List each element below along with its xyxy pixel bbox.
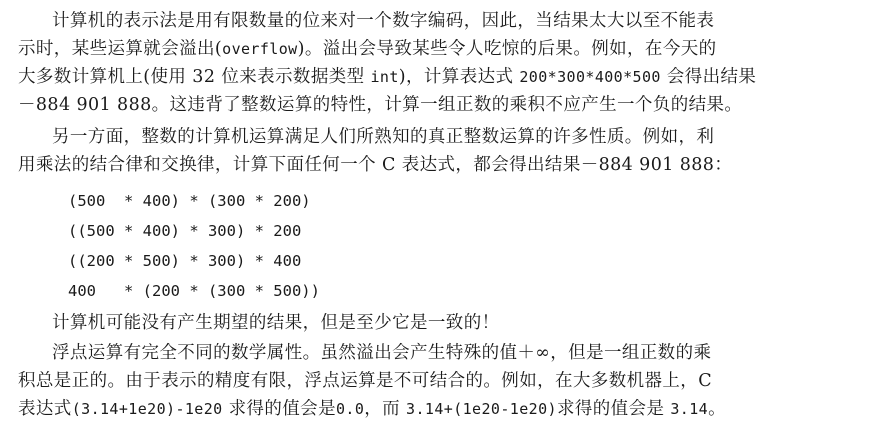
text: 用乘法的结合律和交换律，计算下面任何一个 C 表达式，都会得出结果－884 901 888： [18, 155, 733, 175]
text: 计算机可能没有产生期望的结果，但是至少它是一致的！ [52, 313, 500, 333]
paragraph-4-line-1 [52, 340, 711, 366]
text: 积总是正的。由于表示的精度有限，浮点运算是不可结合的。例如，在大多数机器上，C [18, 371, 712, 391]
inline-code: (3.14+1e20)-1e20 [71, 400, 223, 418]
text: 示时，某些运算就会溢出( [18, 39, 223, 59]
text: 求得的值会是 [556, 399, 671, 419]
paragraph-2-line-2 [18, 152, 732, 178]
paragraph-1-line-4 [18, 92, 742, 118]
paragraph-1-line-2 [18, 36, 717, 62]
text: 会得出结果 [660, 67, 757, 87]
text: 另一方面，整数的计算机运算满足人们所熟知的真正整数运算的许多性质。例如，利 [52, 127, 715, 147]
inline-code: 0.0 [335, 400, 365, 418]
code-line-2: ((500 * 400) * 300) * 200 [68, 222, 302, 240]
code-line-1: (500 * 400) * (300 * 200) [68, 192, 311, 210]
paragraph-3-line-1 [52, 310, 500, 336]
text: 计算机的表示法是用有限数量的位来对一个数字编码，因此，当结果太大以至不能表 [52, 11, 715, 31]
paragraph-4-line-3 [18, 396, 726, 422]
code-line-4: 400 * (200 * (300 * 500)) [68, 282, 320, 300]
paragraph-1-line-3 [18, 64, 756, 90]
text: 大多数计算机上(使用 32 位来表示数据类型 [18, 67, 371, 87]
text: 求得的值会是 [222, 399, 336, 419]
inline-code: overflow [222, 40, 298, 58]
text: ，而 [364, 399, 407, 419]
text: 。 [708, 399, 726, 419]
inline-code: 200*300*400*500 [519, 68, 661, 86]
inline-code: 3.14+(1e20-1e20) [406, 400, 557, 418]
inline-code: 3.14 [670, 400, 709, 418]
inline-code: int [370, 68, 399, 86]
text: 浮点运算有完全不同的数学属性。虽然溢出会产生特殊的值＋∞，但是一组正数的乘 [52, 343, 712, 363]
text: 表达式 [18, 399, 72, 419]
paragraph-2-line-1 [52, 124, 714, 150]
text: )。溢出会导致某些令人吃惊的后果。例如，在今天的 [297, 39, 717, 59]
text: )，计算表达式 [398, 67, 520, 87]
code-line-3: ((200 * 500) * 300) * 400 [68, 252, 302, 270]
paragraph-1-line-1 [52, 8, 714, 34]
text: －884 901 888。这违背了整数运算的特性，计算一组正数的乘积不应产生一个负的结果。 [18, 95, 743, 115]
paragraph-4-line-2 [18, 368, 712, 394]
